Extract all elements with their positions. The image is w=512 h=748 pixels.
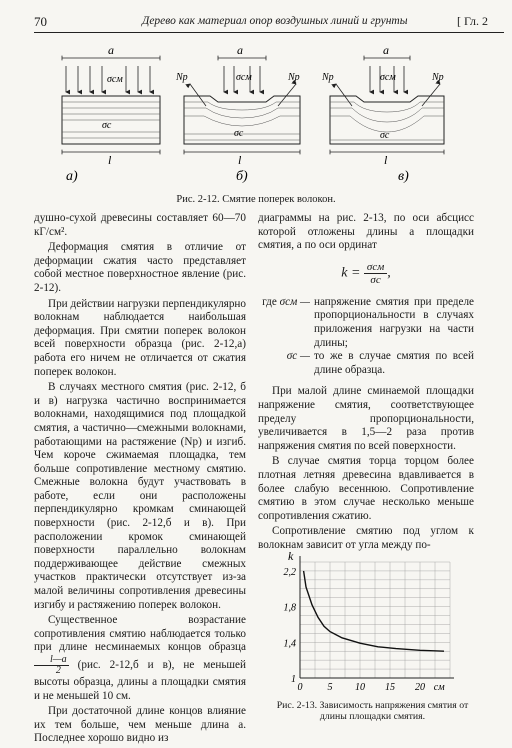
definition-row-1 [258, 296, 474, 350]
left-paragraph-3: При действии нагрузки перпендикулярно волокнам наблюдается наибольшая деформация. При смятии поперек волокон всей поверхности образца (рис. 2-12,а) работа его ничем не отличается от сжатия поперек волокон. [34, 297, 246, 378]
formula-k [258, 261, 474, 286]
x-tick-label: 0 [297, 682, 303, 693]
label-a-dim-v: a [383, 43, 389, 57]
chart-svg [262, 548, 474, 700]
x-tick-label: 15 [385, 682, 395, 693]
label-sigma-cm-b: σсм [236, 72, 252, 83]
y-tick-label: 2,2 [283, 566, 296, 578]
definitions [258, 296, 474, 378]
label-sigma-cm-v: σсм [380, 72, 396, 83]
y-axis-label: k [288, 549, 294, 563]
label-l-v: l [384, 153, 388, 167]
label-a-dim: a [108, 43, 114, 57]
y-tick-label: 1 [291, 674, 296, 685]
series-line [304, 571, 444, 651]
panel-v [321, 43, 444, 184]
label-a-dim-b: a [237, 43, 243, 57]
left-paragraph-2: Деформация смятия в отличие от деформации сжатия часто представляет собой местное поверхностное явление (рис. 2-12). [34, 241, 246, 294]
label-np-left-b: Np [176, 72, 188, 83]
panel-a-label: а) [66, 169, 78, 184]
right-paragraph-1: диаграммы на рис. 2-13, по оси абсцисс которой отложены длины a площадки смятия, а по оси ординат [258, 212, 474, 252]
left-paragraph-4: В случаях местного смятия (рис. 2-12, б и в) нагрузка частично воспринимается волокнами, находящимися под площадкой смятия, а частично—смежными волокнами, работающими на растяжение (Np) и изгиб. Чем короче сжимаемая площадка, тем больше сопротивление местному смятию. Смежные волокна будут участвовать в работе, если они расположены перпендикулярно кромкам сминающей поверхности (рис. 2-12,б и в). При расположении кромок сминающей поверхности параллельно волокнам поддерживающее действие смежных участков практически отсутствует из-за малой величины сопротивления древесины изгибу и растяжению поперек волокон. [34, 381, 246, 611]
figure-2-12 [34, 36, 504, 192]
panel-v-label: в) [398, 169, 409, 184]
fraction-numerator: l—a [34, 655, 69, 666]
y-tick-label: 1,4 [283, 638, 296, 650]
running-title: Дерево как материал опор воздушных линий и грунты [142, 15, 408, 27]
formula-lhs: k = [341, 265, 361, 281]
x-axis-unit: см [433, 682, 445, 693]
right-column [258, 212, 474, 554]
label-np-left-v: Np [322, 72, 334, 83]
crushing-diagram [34, 36, 504, 192]
left-paragraph-5-start: Существенное возрастание сопротивления смятию наблюдается только при длине несминаемых концов образца [34, 614, 246, 654]
chapter-label: [ Гл. 2 [456, 14, 488, 28]
formula-tail: , [387, 265, 391, 281]
figure-2-12-caption: Рис. 2-12. Смятие поперек волокон. [176, 194, 336, 205]
where-word: где [262, 295, 277, 308]
label-sigma-c-v: σс [380, 130, 390, 141]
formula-numerator: σсм [364, 261, 387, 274]
panel-a [62, 43, 160, 184]
def1-sym: σсм — [279, 295, 310, 308]
x-tick-label: 20 [415, 682, 425, 693]
label-np-right-b: Np [288, 72, 300, 83]
y-tick-label: 1,8 [283, 602, 296, 614]
x-tick-label: 5 [327, 682, 333, 693]
definition-1-text: напряжение смятия при пределе пропорциональности в случаях приложения нагрузки на части длины; [314, 295, 474, 349]
right-paragraph-3: В случае смятия торца торцом более плотная летняя древесина вдавливается в более слабую весеннюю. Сопротивление смятию в этом случае несколько меньше сопротивления сжатию. [258, 455, 474, 522]
formula-denominator: σс [370, 273, 381, 286]
definition-row-2 [258, 350, 474, 377]
formula-fraction [364, 261, 387, 286]
left-paragraph-6: При достаточной длине концов влияние их тем больше, чем меньше длина a. Последнее хорошо видно из [34, 705, 246, 745]
right-paragraph-2: При малой длине сминаемой площадки напряжение смятия, соответствующее пределу пропорциональности, увеличивается в 1,5—2 раза против напряжения смятия по всей поверхности. [258, 385, 474, 452]
label-l-b: l [238, 153, 242, 167]
label-sigma-c-b: σс [234, 128, 244, 139]
left-column [34, 212, 246, 748]
left-paragraph-5 [34, 614, 246, 703]
definition-2-text: то же в случае смятия по всей длине образца. [314, 350, 474, 376]
label-np-right-v: Np [432, 72, 444, 83]
definition-2-symbol: σс — [286, 350, 310, 363]
definition-1-symbol [258, 296, 314, 350]
figure-2-13-chart [262, 548, 474, 700]
right-paragraph-4: Сопротивление смятию под углом к волокнам зависит от угла между по- [258, 525, 474, 551]
page-number: 70 [34, 14, 47, 29]
label-l-a: l [108, 153, 112, 167]
panel-b-label: б) [236, 169, 248, 184]
x-tick-label: 10 [355, 682, 365, 693]
label-sigma-c-a: σс [102, 120, 112, 131]
end-length-fraction [34, 655, 69, 676]
figure-2-13-caption: Рис. 2-13. Зависимость напряжения смятия от длины площадки смятия. [276, 700, 469, 722]
header-rule [34, 32, 504, 33]
left-paragraph-1: душно-сухой древесины составляет 60—70 кГ/см². [34, 212, 246, 238]
panel-b [175, 43, 300, 184]
page-header [34, 14, 492, 32]
left-paragraph-5-end: (рис. 2-12,б и в), не меньшей высоты образца, длины a площадки смятия и не меньшей 10 см. [34, 659, 246, 702]
label-sigma-cm-a: σсм [107, 74, 123, 85]
fraction-denominator: 2 [55, 665, 61, 676]
